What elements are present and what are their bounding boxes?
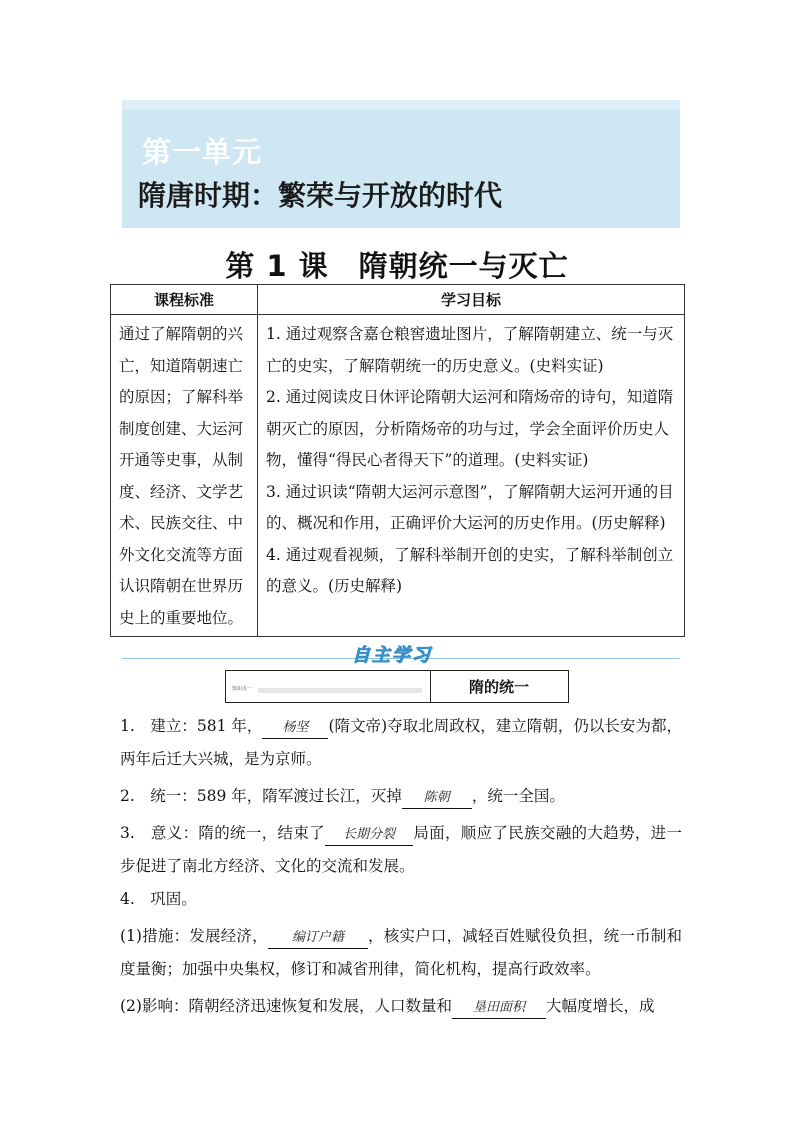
text: (1)措施：发展经济， xyxy=(120,927,268,945)
goal-item: 4. 通过观看视频，了解科举制开创的史实，了解科举制创立的意义。(历史解释) xyxy=(266,545,674,595)
fill-blank-answer: 杨坚 xyxy=(262,718,328,739)
table-header-row xyxy=(111,285,685,315)
knowledge-point-box xyxy=(225,670,569,703)
paragraph xyxy=(120,780,682,813)
paragraph xyxy=(120,817,682,883)
text: 2. 统一：589 年，隋军渡过长江，灭掉 xyxy=(120,787,402,805)
header-standard: 课程标准 xyxy=(111,285,258,315)
knowledge-point-left xyxy=(226,671,431,702)
curriculum-table xyxy=(110,284,685,637)
text: (2)影响：隋朝经济迅速恢复和发展，人口数量和 xyxy=(120,997,452,1015)
goal-item: 2. 通过阅读皮日休评论隋朝大运河和隋炀帝的诗句，知道隋朝灭亡的原因，分析隋炀帝的功与过，学会全面评价历史人物，懂得“得民心者得天下”的道理。(史料实证) xyxy=(266,388,674,469)
unit-banner xyxy=(122,100,680,228)
lesson-title: 第 1 课 隋朝统一与灭亡 xyxy=(225,249,569,283)
paragraph xyxy=(120,920,682,986)
knowledge-point-bar xyxy=(258,688,422,693)
unit-title: 隋唐时期：繁荣与开放的时代 xyxy=(138,179,503,212)
goals-cell xyxy=(258,315,685,637)
text: 大幅度增长，成 xyxy=(545,997,655,1015)
section-title: 自主学习 xyxy=(352,645,432,666)
text: (隋文帝)夺取北周政权，建立隋朝，仍以长安为都，两年后迁大兴城，是为京师。 xyxy=(120,717,682,768)
standard-cell: 通过了解隋朝的兴亡，知道隋朝速亡的原因；了解科举制度创建、大运河开通等史事，从制度、经济、文学艺术、民族交往、中外文化交流等方面认识隋朝在世界历史上的重要地位。 xyxy=(111,315,258,637)
text: ，统一全国。 xyxy=(471,787,565,805)
content-body xyxy=(120,710,682,1023)
fill-blank-answer: 陈朝 xyxy=(402,788,472,809)
header-goals: 学习目标 xyxy=(258,285,685,315)
paragraph xyxy=(120,990,682,1023)
knowledge-point-title: 隋的统一 xyxy=(469,678,530,696)
fill-blank-answer: 编订户籍 xyxy=(268,928,368,949)
goal-item: 3. 通过识读“隋朝大运河示意图”，了解隋朝大运河开通的目的、概况和作用，正确评价大运河的历史作用。(历史解释) xyxy=(266,482,674,532)
text: ，核实户口，减轻百姓赋役负担，统一币制和度量衡；加强中央集权，修订和减省刑律，简化机构，提高行政效率。 xyxy=(120,927,682,978)
text: 3. 意义：隋的统一，结束了 xyxy=(120,824,325,842)
banner-stripe xyxy=(122,100,680,110)
text: 局面，顺应了民族交融的大趋势，进一步促进了南北方经济、文化的交流和发展。 xyxy=(120,824,682,875)
table-row xyxy=(111,315,685,637)
text: 1. 建立：581 年， xyxy=(120,717,263,735)
paragraph xyxy=(120,710,682,776)
fill-blank-answer: 长期分裂 xyxy=(325,825,413,846)
goal-item: 1. 通过观察含嘉仓粮窖遗址图片，了解隋朝建立、统一与灭亡的史实，了解隋朝统一的历史意义。(史料实证) xyxy=(266,325,674,375)
unit-label: 第一单元 xyxy=(142,135,263,169)
knowledge-point-label: 知识点一 xyxy=(232,686,253,692)
paragraph: 4. 巩固。 xyxy=(120,890,197,908)
fill-blank-answer: 垦田面积 xyxy=(452,998,546,1019)
